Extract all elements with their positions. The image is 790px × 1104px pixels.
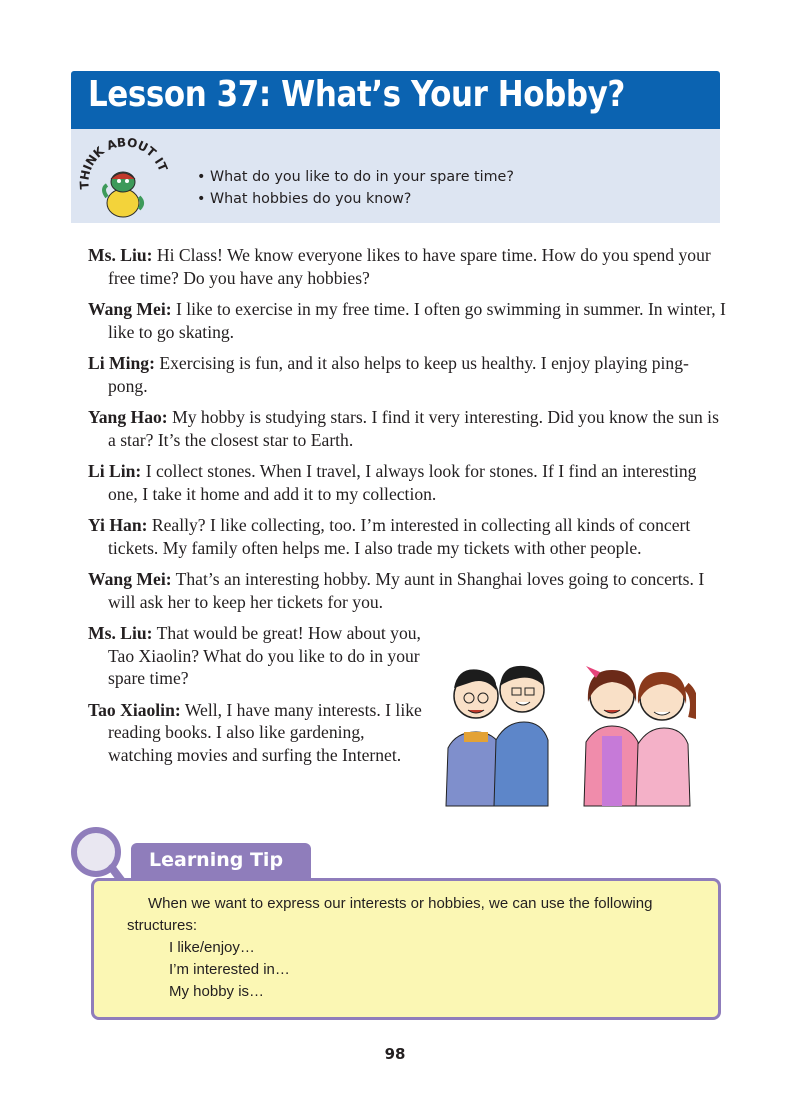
- dialogue-text: That’s an interesting hobby. My aunt in Shanghai loves going to concerts. I will ask her to keep her tickets for you.: [108, 569, 705, 612]
- speaker-name: Li Ming:: [88, 353, 155, 373]
- speaker-name: Yang Hao:: [88, 407, 168, 427]
- learning-tip-intro: When we want to express our interests or hobbies, we can use the following structures:: [127, 895, 653, 934]
- speaker-name: Wang Mei:: [88, 569, 172, 589]
- dialogue-text: My hobby is studying stars. I find it very interesting. Did you know the sun is a star? It’s the closest star to Earth.: [108, 407, 719, 450]
- speaker-name: Tao Xiaolin:: [88, 699, 181, 720]
- dialogue-turn: [88, 352, 728, 397]
- dialogue-turn: [88, 622, 428, 690]
- boy-figure: [494, 666, 548, 806]
- learning-tip-heading: Learning Tip: [149, 849, 284, 871]
- think-about-it-box: [71, 129, 720, 223]
- dialogue-text: I like to exercise in my free time. I often go swimming in summer. In winter, I like to go skating.: [108, 299, 726, 342]
- dialogue-text: Hi Class! We know everyone likes to have spare time. How do you spend your free time? Do you have any hobbies?: [108, 245, 711, 288]
- lesson-title: Lesson 37: What’s Your Hobby?: [88, 74, 625, 115]
- structure-item: I’m interested in…: [169, 961, 290, 978]
- speaker-name: Wang Mei:: [88, 299, 172, 319]
- girl-figure: [584, 666, 640, 806]
- learning-tip-content: [127, 893, 708, 1003]
- dialogue-turn: [88, 244, 728, 289]
- girl-with-ponytail-figure: [636, 672, 694, 806]
- question-item: • What do you like to do in your spare time?: [197, 169, 514, 185]
- learning-tip-box: [91, 878, 721, 1020]
- turtle-mascot-icon: [104, 172, 142, 217]
- structure-item: My hobby is…: [169, 983, 265, 1000]
- dialogue-text: Really? I like collecting, too. I’m interested in collecting all kinds of concert tickets. My family often helps me. I also trade my tickets with other people.: [108, 515, 691, 558]
- speaker-name: Yi Han:: [88, 515, 148, 535]
- think-about-it-label: THINK ABOUT IT: [77, 137, 171, 190]
- think-about-it-badge: [77, 137, 177, 227]
- boy-with-glasses-figure: [446, 669, 502, 806]
- lesson-title-bar: [71, 71, 720, 129]
- dialogue-turn: [88, 406, 728, 451]
- dialogue-turn: [88, 568, 728, 613]
- dialogue-turn: [88, 298, 728, 343]
- dialogue-text: Well, I have many interests. I like reading books. I also like gardening, watching movies and surfing the Internet.: [108, 699, 422, 765]
- dialogue-turn: [88, 699, 428, 767]
- speaker-name: Ms. Liu:: [88, 623, 153, 643]
- learning-tip-tab: [131, 843, 311, 879]
- dialogue-turn: [88, 514, 728, 559]
- question-item: • What hobbies do you know?: [197, 191, 412, 207]
- dialogue-text: That would be great! How about you, Tao Xiaolin? What do you like to do in your spare time?: [108, 623, 421, 688]
- dialogue-text: I collect stones. When I travel, I always look for stones. If I find an interesting one, I take it home and add it to my collection.: [108, 461, 697, 504]
- speaker-name: Li Lin:: [88, 461, 142, 481]
- think-about-it-questions: [197, 166, 514, 210]
- page-number: 98: [384, 1045, 406, 1063]
- speaker-name: Ms. Liu:: [88, 245, 153, 265]
- dialogue-text: Exercising is fun, and it also helps to keep us healthy. I enjoy playing ping-pong.: [108, 353, 689, 396]
- structure-item: I like/enjoy…: [169, 939, 255, 956]
- dialogue-turn: [88, 460, 728, 505]
- students-illustration: [436, 656, 696, 816]
